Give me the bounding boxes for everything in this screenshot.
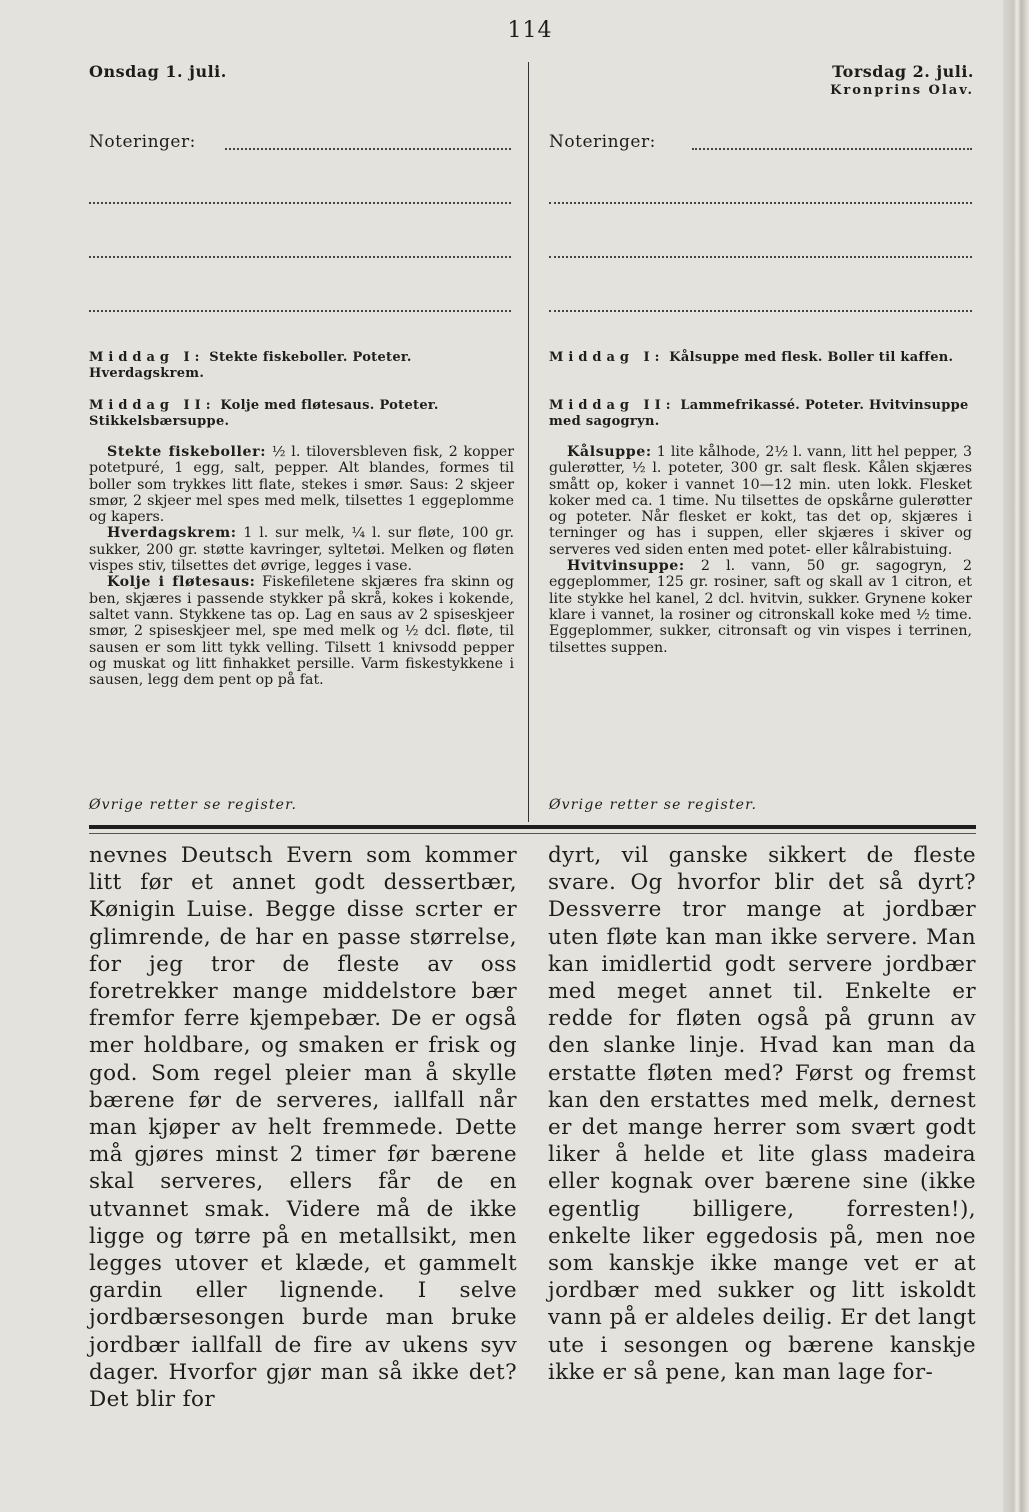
right-notes-line-2: [549, 202, 972, 204]
recipe-title: Kålsuppe:: [567, 444, 652, 460]
left-notes-line-3: [89, 256, 511, 258]
left-menu-1-label: Middag I:: [89, 350, 205, 365]
left-menu-2-text: Kolje med fløtesaus. Poteter. Stikkelsbærsuppe.: [89, 398, 439, 429]
recipe-title: Hvitvinsuppe:: [567, 558, 685, 575]
left-notes-line-2: [89, 202, 511, 204]
right-menu-1-label: Middag I:: [549, 350, 665, 365]
right-day-heading: Torsdag 2. juli.: [832, 62, 974, 81]
right-saint-name: Kronprins Olav.: [830, 83, 974, 98]
recipe-title: Kolje i fløtesaus:: [107, 574, 256, 591]
page-edge: [1003, 0, 1029, 1512]
page-number: 114: [507, 18, 553, 43]
recipe-item: [89, 574, 514, 688]
recipe-item: [89, 444, 514, 525]
section-rule: [89, 825, 976, 829]
right-recipes: [549, 444, 972, 656]
recipe-title: Stekte fiskeboller:: [107, 444, 267, 460]
left-notes-label: Noteringer:: [89, 132, 196, 152]
right-register-note: Øvrige retter se register.: [549, 797, 758, 813]
recipe-text: 1 l. sur melk, ¼ l. sur fløte, 100 gr. sukker, 200 gr. støtte kavringer, syltetøi. Melken og fløten vispes stiv, tilsettes det øvrige, legges i vase.: [89, 525, 515, 575]
essay-left-column: [89, 842, 517, 1413]
left-notes-line-4: [89, 310, 511, 312]
right-menu-1-text: Kålsuppe med flesk. Boller til kaffen.: [669, 350, 954, 365]
right-menu-2-text: Lammefrikassé. Poteter. Hvitvinsuppe med sagogryn.: [549, 398, 969, 429]
left-notes-line-1: [225, 148, 511, 150]
left-menu-2: [89, 398, 514, 430]
recipe-item: [549, 558, 972, 656]
right-menu-1: [549, 350, 972, 366]
recipe-text: 1 lite kålhode, 2½ l. vann, litt hel pepper, 3 gulerøtter, ½ l. poteter, 300 gr. salt flesk. Kålen skjæres smått op, koker i vannet 10—12 min. uten lokk. Flesket koker med ca. 1 time. Nu tilsettes de opskårne gulerøtter og poteter. Når flesket er kokt, tas det op, skjæres i terninger og has i suppen, eller skjæres i skiver og serveres ved siden enten med potet- eller kålrabistuing.: [549, 444, 972, 558]
recipe-item: [549, 444, 972, 558]
left-menu-1: [89, 350, 514, 382]
right-notes-line-3: [549, 256, 972, 258]
left-recipes: [89, 444, 514, 688]
left-day-heading: Onsdag 1. juli.: [89, 62, 227, 81]
recipe-text: Fiskefiletene skjæres fra skinn og ben, skjæres i passende stykker på skrå, kokes i kokende, saltet vann. Stykkene tas op. Lag en saus av 2 spiseskjeer smør, 2 spiseskjeer mel, spe med melk og ½ dcl. fløte, til sausen er som litt tykk velling. Tilsett 1 knivsodd pepper og muskat og litt finhakket persille. Varm fiskestykkene i sausen, legg dem pent op på fat.: [89, 574, 515, 689]
essay-left-text: nevnes Deutsch Evern som kommer litt før et annet godt dessertbær, Kønigin Luise. Begge disse scrter er glimrende, de har en passe størrelse, for jeg tror de fleste av oss foretrekker mange middelstore bær fremfor ferre kjempebær. De er også mer holdbare, og smaken er frisk og god. Som regel pleier man å skylle bærene før de serveres, iallfall når man kjøper av helt fremmede. Dette må gjøres minst 2 timer før bærene skal serveres, ellers får de en utvannet smak. Videre må de ikke ligge og tørre på en metallsikt, men legges utover et klæde, et gammelt gardin eller lignende. I selve jordbærsesongen burde man bruke jordbær iallfall de fire av ukens syv dager. Hvorfor gjør man så ikke det? Det blir for: [89, 843, 517, 1413]
left-menu-2-label: Middag II:: [89, 398, 216, 413]
right-notes-label: Noteringer:: [549, 132, 656, 152]
left-menu-1-text: Stekte fiskeboller. Poteter. Hverdagskrem.: [89, 350, 412, 381]
right-menu-2: [549, 398, 972, 430]
recipe-title: Hverdagskrem:: [107, 525, 237, 542]
essay-right-column: [548, 842, 976, 1386]
recipe-text: 2 l. vann, 50 gr. sagogryn, 2 eggeplommer, 125 gr. rosiner, saft og skall av 1 citron, et lite stykke hel kanel, 2 dcl. hvitvin, sukker. Grynene koker klare i vannet, la rosiner og citronskall koke med ½ time. Eggeplommer, sukker, citronsaft og vin vispes i terrinen, tilsettes suppen.: [549, 558, 972, 656]
column-divider: [528, 62, 529, 822]
section-rule-thin: [89, 833, 976, 834]
essay-right-text: dyrt, vil ganske sikkert de fleste svare. Og hvorfor blir det så dyrt? Dessverre tror mange at jordbær uten fløte kan man ikke servere. Man kan imidlertid godt servere jordbær med meget annet til. Enkelte er redde for fløten også på grunn av den slanke linje. Hvad kan man da erstatte fløten med? Først og fremst kan den erstattes med melk, dernest er det mange herrer som svært godt liker å helde et lite glass madeira eller kognak over bærene sine (ikke egentlig billigere, forresten!), enkelte liker eggedosis på, men noe som kanskje ikke mange vet er at jordbær med sukker og litt iskoldt vann på er aldeles deilig. Er det langt ute i sesongen og bærene kanskje ikke er så pene, kan man lage for-: [548, 843, 976, 1385]
recipe-text: ½ l. tiloversbleven fisk, 2 kopper potetpuré, 1 egg, salt, pepper. Alt blandes, formes til boller som trykkes litt flate, stekes i smør. Saus: 2 skjeer smør, 2 skjeer mel spes med melk, tilsettes 1 eggeplomme og kapers.: [89, 444, 515, 526]
recipe-item: [89, 525, 514, 574]
left-register-note: Øvrige retter se register.: [89, 797, 298, 813]
right-notes-line-1: [692, 148, 972, 150]
right-notes-line-4: [549, 310, 972, 312]
right-menu-2-label: Middag II:: [549, 398, 676, 413]
